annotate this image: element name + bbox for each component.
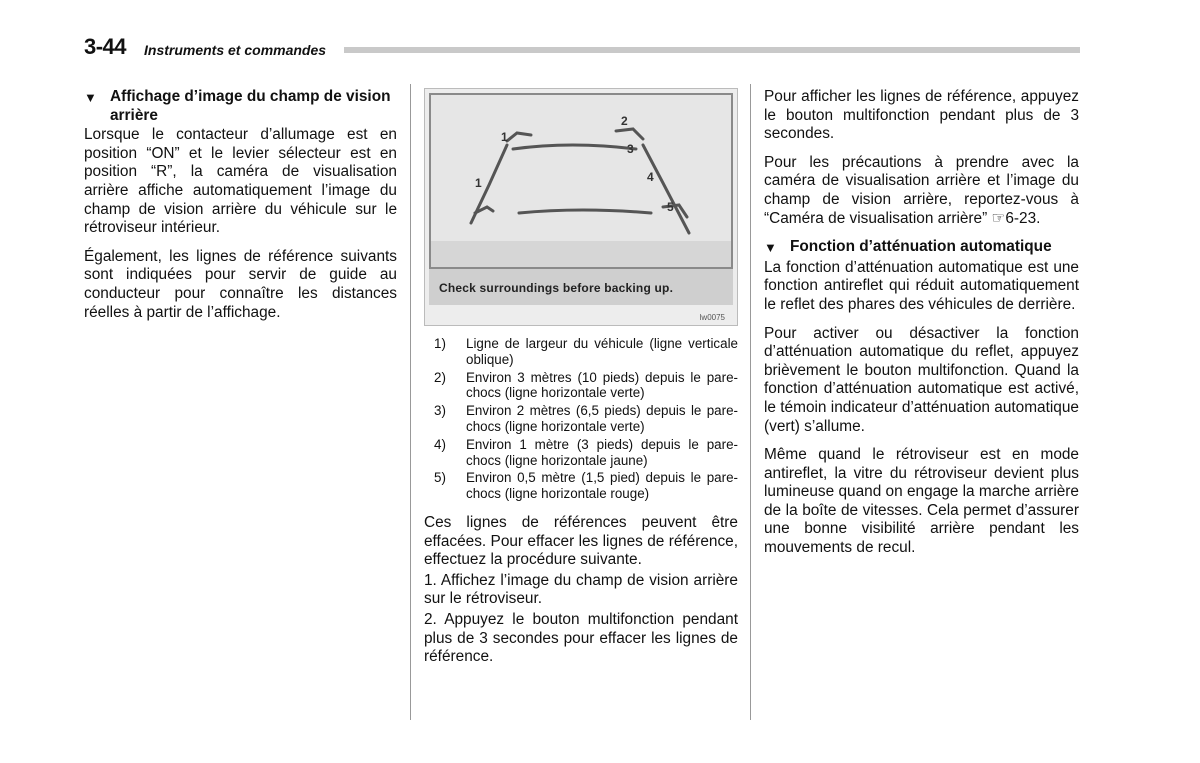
guide-line-3m [513, 145, 636, 149]
figure-label: 5 [667, 200, 674, 214]
column-divider [750, 84, 751, 720]
width-line-right [643, 145, 689, 233]
triangle-bullet-icon: ▼ [84, 90, 97, 105]
body-paragraph: Ces lignes de références peuvent être effacées. Pour effacer les lignes de référence, effectuez la procédure suivante. [424, 513, 738, 569]
bumper-area [431, 241, 731, 267]
legend-item: 3) Environ 2 mètres (6,5 pieds) depuis le pare-chocs (ligne horizontale verte) [434, 403, 738, 434]
legend-item: 4) Environ 1 mètre (3 pieds) depuis le pare-chocs (ligne horizontale jaune) [434, 436, 738, 468]
column-divider [410, 84, 411, 720]
right-column [764, 88, 1079, 568]
section-heading [84, 88, 397, 125]
middle-column [424, 88, 738, 669]
section-heading-text: Fonction d’atténuation automatique [790, 238, 1052, 256]
guide-corner-left [507, 133, 531, 141]
page-number: 3-44 [84, 34, 127, 59]
section-title: Instruments et commandes [144, 42, 327, 58]
body-paragraph: Également, les lignes de référence suivants sont indiquées pour servir de guide au conducteur pour connaître les distances réelles à partir de l’affichage. [84, 247, 397, 321]
page-reference: 6-23. [1005, 209, 1041, 227]
guide-corner-right [616, 129, 643, 139]
section-heading [764, 238, 1079, 258]
body-paragraph: Pour activer ou désactiver la fonction d’atténuation automatique du reflet, appuyez brièvement le bouton multifonction. Quand la fonction d’atténuation automatique est activé, le témoin indicateur d’atténuation automatique (vert) s’allume. [764, 324, 1079, 435]
triangle-bullet-icon: ▼ [764, 240, 777, 256]
left-column [84, 88, 397, 332]
figure-label: 1 [475, 176, 482, 190]
legend-item: 1) Ligne de largeur du véhicule (ligne verticale oblique) [434, 336, 738, 367]
body-paragraph: Même quand le rétroviseur est en mode antireflet, la vitre du rétroviseur devient plus lumineuse quand on engage la marche arrière de la boîte de vitesses. Cela permet d’assurer une bonne visibilité arrière pendant les mouvements de recul. [764, 446, 1079, 557]
page-header [84, 34, 1080, 60]
body-paragraph: Pour les précautions à prendre avec la caméra de visualisation arrière et l’image du champ de vision arrière, reportez-vous à “Caméra de visualisation arrière” ☞6-23. [764, 153, 1079, 227]
guide-lines-diagram [431, 95, 731, 267]
legend-item: 2) Environ 3 mètres (10 pieds) depuis le pare-chocs (ligne horizontale verte) [434, 369, 738, 401]
legend-item: 5) Environ 0,5 mètre (1,5 pied) depuis le pare-chocs (ligne horizontale rouge) [434, 470, 738, 502]
header-rule [344, 47, 1080, 53]
figure-label: 4 [647, 170, 654, 184]
figure-caption: Check surroundings before backing up. [439, 281, 674, 295]
guide-line-1m [519, 210, 651, 213]
body-paragraph: La fonction d’atténuation automatique est une fonction antireflet qui réduit automatiquement le reflet des phares des véhicules de derrière. [764, 258, 1079, 313]
figure-label: 1 [501, 130, 508, 144]
rear-view-screen [429, 93, 733, 269]
step-1: 1. Affichez l’image du champ de vision arrière sur le rétroviseur. [424, 571, 738, 608]
rear-view-display-figure [424, 88, 738, 326]
section-heading-text: Affichage d’image du champ de vision arrière [110, 88, 391, 124]
step-2: 2. Appuyez le bouton multifonction pendant plus de 3 secondes pour effacer les lignes de référence. [424, 610, 738, 666]
figure-label: 2 [621, 114, 628, 128]
figure-legend [424, 336, 738, 502]
body-paragraph: Pour afficher les lignes de référence, appuyez le bouton multifonction pendant plus de 3 secondes. [764, 88, 1079, 143]
figure-id: lw0075 [699, 313, 725, 322]
page-reference-icon: ☞ [991, 209, 1006, 227]
body-paragraph: Lorsque le contacteur d’allumage est en position “ON” et le levier sélecteur est en position “R”, la caméra de visualisation arrière affiche automatiquement l’image du champ de vision arrière du véhicule sur le rétroviseur intérieur. [84, 126, 397, 237]
figure-label: 3 [627, 142, 634, 156]
